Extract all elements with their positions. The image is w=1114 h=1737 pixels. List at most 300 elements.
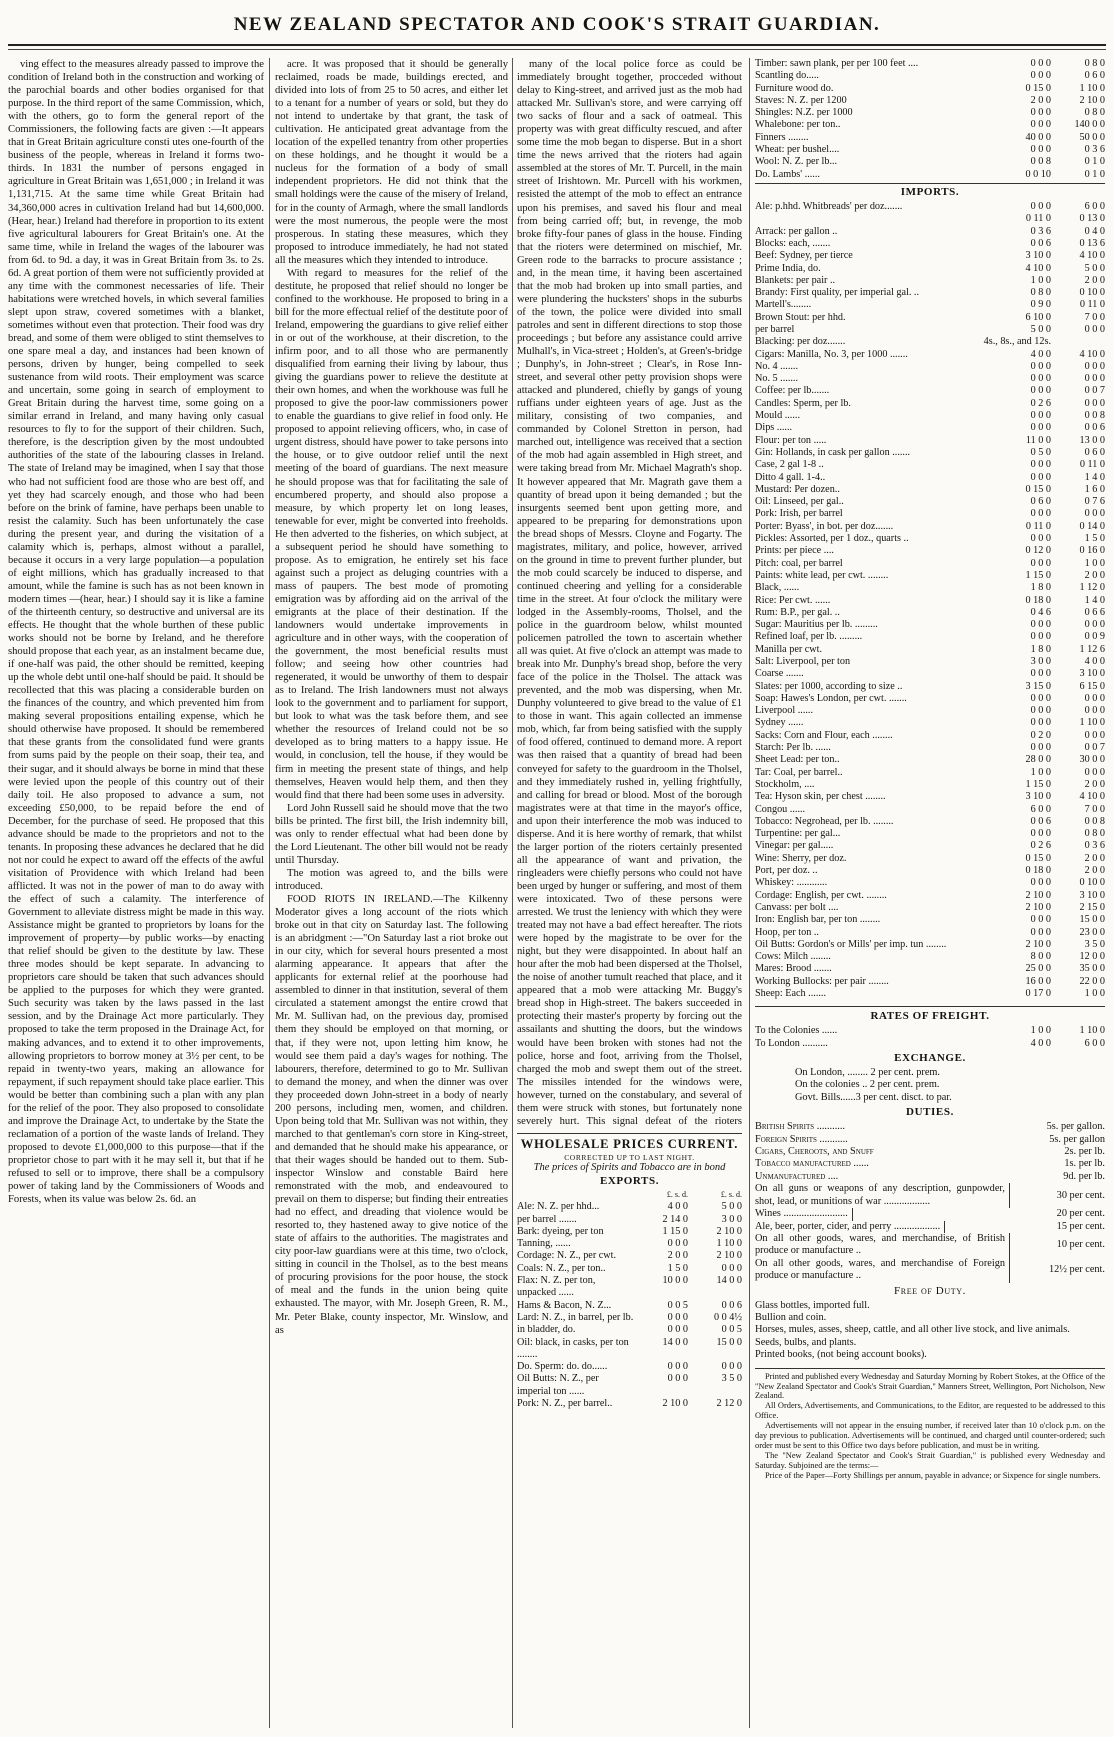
column-3-article — [517, 58, 742, 1128]
price-low: 1 0 0 — [1030, 766, 1051, 778]
duty-rate: 30 per cent. — [1056, 1189, 1105, 1201]
price-low: 1 8 0 — [1030, 582, 1051, 594]
duty-row — [755, 1171, 1105, 1183]
price-high: 0 0 8 — [1084, 410, 1105, 422]
price-low: 14 0 0 — [662, 1336, 688, 1348]
price-low: 4 0 0 — [667, 1201, 688, 1213]
price-item: Cordage: English, per cwt. ........ — [755, 889, 887, 901]
price-item: Brandy: First quality, per imperial gal. .. — [755, 287, 920, 299]
price-row — [755, 156, 1105, 168]
column-divider — [749, 58, 750, 1728]
price-high: 3 5 0 — [721, 1373, 742, 1385]
price-low: 0 15 0 — [1025, 852, 1051, 864]
price-item: Whiskey: ............ — [755, 877, 828, 889]
price-high: 0 6 6 — [1084, 606, 1105, 618]
price-high: 1 10 0 — [1079, 1025, 1105, 1037]
price-high: 0 8 0 — [1084, 107, 1105, 119]
price-high: 0 0 0 — [1084, 619, 1105, 631]
price-row — [517, 1398, 742, 1410]
free-item: Bullion and coin. — [755, 1312, 827, 1323]
price-low: 0 0 0 — [667, 1324, 688, 1336]
price-item: Mould ...... — [755, 410, 800, 422]
price-high: 0 1 0 — [1084, 156, 1105, 168]
price-row — [755, 681, 1105, 693]
price-item: Refined loaf, per lb. ......... — [755, 631, 863, 643]
duty-item: Unmanufactured .... — [755, 1170, 839, 1182]
price-item: Working Bullocks: per pair ........ — [755, 975, 889, 987]
price-low: 0 0 6 — [1030, 815, 1051, 827]
duty-item: Foreign Spirits ........... — [755, 1133, 848, 1145]
price-low: 0 0 0 — [667, 1361, 688, 1373]
price-low: 0 0 0 — [1030, 717, 1051, 729]
article-paragraph: The motion was agreed to, and the bills were introduced. — [275, 867, 508, 892]
price-high: 140 0 0 — [1074, 119, 1105, 131]
price-row — [755, 275, 1105, 287]
price-high: 0 0 0 — [1084, 323, 1105, 335]
column-divider — [269, 58, 270, 1728]
price-row — [755, 656, 1105, 668]
price-low: 0 8 0 — [1030, 287, 1051, 299]
price-low: 0 0 0 — [667, 1238, 688, 1250]
price-low: 0 0 0 — [667, 1311, 688, 1323]
price-row — [755, 70, 1105, 82]
price-high: 0 13 6 — [1079, 237, 1105, 249]
price-low: 0 12 0 — [1025, 545, 1051, 557]
price-low: 2 0 0 — [1030, 94, 1051, 106]
price-low: 0 4 6 — [1030, 606, 1051, 618]
price-row — [755, 644, 1105, 656]
price-row — [755, 705, 1105, 717]
wholesale-prices-block — [517, 1133, 742, 1729]
price-item: Ale: p.hhd. Whitbreads' per doz....... — [755, 201, 903, 213]
price-item: Vinegar: per gal..... — [755, 840, 834, 852]
column-2-article — [275, 58, 508, 1728]
duty-rate: 20 per cent. — [1056, 1208, 1105, 1220]
price-row — [755, 95, 1105, 107]
price-high: 7 0 0 — [1084, 803, 1105, 815]
masthead-rule-thin — [8, 49, 1106, 50]
price-high: 0 0 0 — [1084, 766, 1105, 778]
price-row — [755, 533, 1105, 545]
price-low: 0 0 8 — [1030, 156, 1051, 168]
price-high: 15 0 0 — [1079, 914, 1105, 926]
prices-note: The prices of Spirits and Tobacco are in bond — [533, 1162, 726, 1173]
article-paragraph: Lord John Russell said he should move that the two bills be printed. The first bill, the Irish indemnity bill, was only to render effectual what had been done by the Lord Lieutenant. The other bill would not be ready until Thursday. — [275, 802, 508, 866]
price-item: Bark: dyeing, per ton — [517, 1225, 604, 1237]
price-row — [755, 631, 1105, 643]
price-high: 0 0 0 — [1084, 360, 1105, 372]
price-high: 23 0 0 — [1079, 926, 1105, 938]
prices-heading: WHOLESALE PRICES CURRENT. — [517, 1133, 742, 1152]
price-low: 25 0 0 — [1025, 963, 1051, 975]
price-row — [755, 144, 1105, 156]
price-low: 0 0 0 — [1030, 107, 1051, 119]
price-item: Blacking: per doz....... — [755, 336, 846, 348]
price-low: 0 0 10 — [1025, 168, 1051, 180]
price-row — [755, 865, 1105, 877]
price-row — [755, 828, 1105, 840]
price-high: 1 10 0 — [716, 1238, 742, 1250]
price-high: 0 0 8 — [1084, 815, 1105, 827]
price-high: 1 4 0 — [1084, 471, 1105, 483]
duties-title: DUTIES. — [906, 1106, 954, 1119]
price-item: Salt: Liverpool, per ton — [755, 656, 851, 667]
price-low: 0 6 0 — [1030, 496, 1051, 508]
price-item: Manilla per cwt. — [755, 643, 823, 655]
price-row — [755, 299, 1105, 311]
duty-rate: 5s. per gallon — [1049, 1133, 1105, 1145]
column-divider — [512, 58, 513, 1728]
price-row — [755, 373, 1105, 385]
price-row — [755, 570, 1105, 582]
price-item: Coals: N. Z., per ton.. — [517, 1262, 606, 1274]
price-low: 0 11 0 — [1025, 520, 1051, 532]
price-row — [755, 472, 1105, 484]
price-high: 0 0 0 — [721, 1262, 742, 1274]
price-item: per barrel ....... — [517, 1213, 577, 1225]
price-high: 0 0 5 — [721, 1324, 742, 1336]
price-item: Scantling do..... — [755, 70, 819, 82]
price-row — [517, 1201, 742, 1213]
price-row — [755, 558, 1105, 570]
price-high: 0 3 6 — [1084, 840, 1105, 852]
price-high: 2 10 0 — [1079, 94, 1105, 106]
price-item: Tar: Coal, per barrel.. — [755, 766, 843, 778]
price-row — [755, 877, 1105, 889]
price-high: 0 0 0 — [1084, 705, 1105, 717]
article-paragraph: FOOD RIOTS IN IRELAND.—The Kilkenny Moderator gives a long account of the riots which broke out in that city on Saturday last. The following is an abridgment :—"On Saturday last a riot broke out in our city, which for several hours presented a most alarming appearance. It appears that after the applicants for external relief at the poorhouse had assembled to dinner in that institution, several of them circulated a statement amongst the entire crowd that Mr. M. Sullivan had, on the previous day, promised them they should be employed on that morning, or that, if they were not, upon letting him know, he would see them paid a day's wages for nothing. The labourers, therefore, determined to go to Mr. Sullivan to demand the money, and when the dinner was over they proceeded down John-street in a body of nearly 200 persons, including men, women, and children. Upon being told that Mr. Sullivan was not within, they marched to that gentleman's corn store in King-street, and demanded that he should make his appearance, or that their wages should be handed out to them. Sub-inspector Winslow and constable Baird here remonstrated with the mob, and endeavoured to prevail on them to disperse; but finding their entreaties had no effect, and dreading that violence would be resorted to, they hastened away to give notice of the state of affairs to the authorities. The magistrates and city poor-law guardians were at this time, two o'clock, sitting in council in the Tholsel, as to the best means of procuring provisions for the poor house, the stock of meal and the funds in the union being quite exhausted. The mayor, with Mr. Joseph Green, R. M., Mr. Peter Blake, county inspector, Mr. Winslow, and as — [275, 894, 508, 1336]
exchange-line: Govt. Bills......3 per cent. disct. to par. — [795, 1091, 952, 1103]
price-row — [755, 988, 1105, 1000]
price-low: 0 0 0 — [1030, 619, 1051, 631]
price-high: 15 0 0 — [716, 1336, 742, 1348]
duty-item: On all other goods, wares, and merchandise, of British produce or manufacture .. — [755, 1233, 1010, 1258]
price-high: 0 0 4½ — [713, 1311, 742, 1323]
duty-rate: 1s. per lb. — [1064, 1158, 1105, 1170]
price-low: 0 0 0 — [1030, 360, 1051, 372]
price-high: 2 0 0 — [1084, 865, 1105, 877]
price-item: Starch: Per lb. ...... — [755, 742, 831, 754]
price-row — [755, 119, 1105, 131]
price-low: 0 15 0 — [1025, 483, 1051, 495]
price-row — [755, 816, 1105, 828]
price-row — [755, 435, 1105, 447]
price-high: 50 0 0 — [1079, 131, 1105, 143]
price-row — [517, 1250, 742, 1262]
price-low: 0 0 0 — [1030, 70, 1051, 82]
price-row — [755, 226, 1105, 238]
price-row — [517, 1373, 742, 1398]
price-low: 4 0 0 — [1030, 1037, 1051, 1049]
price-row — [755, 1025, 1105, 1037]
price-high: 1 12 0 — [1079, 582, 1105, 594]
price-row — [755, 324, 1105, 336]
price-item — [755, 213, 984, 225]
price-high: 0 0 0 — [1084, 729, 1105, 741]
price-item: Ale: N. Z. per hhd... — [517, 1201, 600, 1213]
price-item: Blankets: per pair .. — [755, 274, 836, 286]
price-high: 2 15 0 — [1079, 901, 1105, 913]
price-low: 1 15 0 — [1025, 569, 1051, 581]
price-low: 0 0 0 — [1030, 914, 1051, 926]
price-row — [755, 508, 1105, 520]
price-high: 1 12 6 — [1079, 643, 1105, 655]
price-row — [755, 840, 1105, 852]
price-low: 0 0 0 — [1030, 631, 1051, 643]
free-item: Glass bottles, imported full. — [755, 1299, 870, 1311]
price-high: 4 10 0 — [1079, 791, 1105, 803]
price-high: 6 0 0 — [1084, 1037, 1105, 1049]
price-high: 0 8 0 — [1084, 828, 1105, 840]
price-high: 0 6 0 — [1084, 446, 1105, 458]
price-item: Congou ...... — [755, 803, 806, 815]
price-low: 6 0 0 — [1030, 803, 1051, 815]
price-item: Mustard: Per dozen.. — [755, 483, 840, 495]
price-item: Blocks: each, ....... — [755, 237, 831, 249]
price-item: Turpentine: per gal... — [755, 828, 841, 840]
price-high: 2 10 0 — [716, 1250, 742, 1262]
price-high: 22 0 0 — [1079, 975, 1105, 987]
price-row — [755, 582, 1105, 594]
price-low: 1 8 0 — [1030, 643, 1051, 655]
price-item: Flour: per ton ..... — [755, 434, 827, 446]
price-low: 2 10 0 — [1025, 901, 1051, 913]
price-row — [755, 890, 1105, 902]
duty-rate: 9d. per lb. — [1063, 1170, 1105, 1182]
price-item: Oil Butts: N. Z., per imperial ton ...... — [517, 1373, 599, 1397]
price-low: 2 10 0 — [1025, 938, 1051, 950]
duty-item: On all guns or weapons of any description, gunpowder, shot, lead, or munitions of war .................. — [755, 1183, 1010, 1208]
price-item: Oil Butts: Gordon's or Mills' per imp. tun ........ — [755, 938, 947, 950]
price-low: 28 0 0 — [1025, 754, 1051, 766]
price-high: 3 5 0 — [1084, 938, 1105, 950]
exports-cont-table — [755, 58, 1105, 181]
duty-item: On all other goods, wares, and merchandise of Foreign produce or manufacture .. — [755, 1258, 1010, 1283]
price-low: 4 10 0 — [1025, 262, 1051, 274]
price-low: 0 0 0 — [1030, 144, 1051, 156]
price-row — [517, 1312, 742, 1324]
price-item: Paints: white lead, per cwt. ........ — [755, 569, 889, 581]
price-high: 0 14 0 — [1079, 520, 1105, 532]
price-item: Rum: B.P., per gal. .. — [755, 606, 840, 618]
price-row — [517, 1300, 742, 1312]
price-low: 2 0 0 — [667, 1250, 688, 1262]
duty-row — [755, 1158, 1105, 1170]
duty-item: Tobacco manufactured ...... — [755, 1158, 869, 1170]
price-item: Sugar: Mauritius per lb. ......... — [755, 619, 878, 631]
price-low: 2 10 0 — [1025, 889, 1051, 901]
price-item: Porter: Byass', in bot. per doz....... — [755, 520, 894, 532]
price-low: 1 0 0 — [1030, 274, 1051, 286]
price-row — [755, 201, 1105, 213]
price-item: Pitch: coal, per barrel — [755, 557, 843, 569]
price-low: 0 17 0 — [1025, 988, 1051, 1000]
price-item: Oil: black, in casks, per ton ........ — [517, 1336, 629, 1360]
price-low: 10 0 0 — [662, 1275, 688, 1287]
price-item: Finners ........ — [755, 131, 809, 143]
price-high: 0 11 0 — [1079, 459, 1105, 471]
price-high: 0 0 0 — [721, 1361, 742, 1373]
price-row — [755, 853, 1105, 865]
price-high: 2 0 0 — [1084, 852, 1105, 864]
freight-table — [755, 1025, 1105, 1050]
price-low: 0 0 0 — [1030, 692, 1051, 704]
price-low: 0 0 0 — [1030, 471, 1051, 483]
price-row — [755, 951, 1105, 963]
price-high: 2 0 0 — [1084, 778, 1105, 790]
duty-row — [755, 1233, 1105, 1258]
price-low: 0 0 0 — [1030, 742, 1051, 754]
price-item: Coffee: per lb....... — [755, 385, 830, 397]
price-row — [755, 754, 1105, 766]
column-1-article — [8, 58, 264, 1728]
price-row — [755, 263, 1105, 275]
price-high: 0 4 0 — [1084, 225, 1105, 237]
price-row — [755, 312, 1105, 324]
price-high: 0 0 0 — [1084, 508, 1105, 520]
price-low: 0 0 5 — [667, 1299, 688, 1311]
price-row — [755, 963, 1105, 975]
price-low: 8 0 0 — [1030, 951, 1051, 963]
duty-row — [755, 1221, 1105, 1233]
price-row — [517, 1226, 742, 1238]
free-title: Free of Duty. — [894, 1284, 966, 1297]
exchange-title: EXCHANGE. — [894, 1051, 966, 1064]
price-high: 1 10 0 — [1079, 717, 1105, 729]
price-row — [517, 1238, 742, 1250]
duty-item: British Spirits ........... — [755, 1121, 846, 1133]
price-item: Sydney ...... — [755, 717, 804, 729]
price-high: 4 0 0 — [1084, 656, 1105, 667]
price-low: 0 0 0 — [1030, 410, 1051, 422]
price-item: Brown Stout: per hhd. — [755, 311, 846, 323]
price-item: Case, 2 gal 1-8 .. — [755, 459, 824, 471]
price-low: 0 0 0 — [1030, 58, 1051, 69]
price-row — [755, 767, 1105, 779]
price-row — [517, 1361, 742, 1373]
price-item: Lard: N. Z., in barrel, per lb. — [517, 1311, 634, 1323]
masthead-rule — [8, 44, 1106, 46]
exports-title: EXPORTS. — [599, 1175, 660, 1187]
price-low: 0 0 0 — [1030, 533, 1051, 545]
price-low: 3 0 0 — [1030, 656, 1051, 667]
price-high: 4 10 0 — [1079, 250, 1105, 262]
price-high: 3 10 0 — [1079, 889, 1105, 901]
price-item: Iron: English bar, per ton ........ — [755, 914, 881, 926]
price-row — [755, 791, 1105, 803]
price-high: 1 10 0 — [1079, 82, 1105, 94]
price-item: Tea: Hyson skin, per chest ........ — [755, 791, 886, 803]
price-row — [755, 361, 1105, 373]
price-row — [755, 693, 1105, 705]
duty-row — [755, 1183, 1105, 1208]
price-low: 0 18 0 — [1025, 594, 1051, 606]
price-row — [755, 238, 1105, 250]
price-item: Hoop, per ton .. — [755, 926, 819, 938]
price-high: 5 0 0 — [721, 1201, 742, 1213]
price-low: 6 10 0 — [1025, 311, 1051, 323]
free-item: Printed books, (not being account books). — [755, 1349, 927, 1361]
price-row — [755, 902, 1105, 914]
price-high: 6 15 0 — [1079, 680, 1105, 692]
price-item: Cordage: N. Z., per cwt. — [517, 1250, 617, 1262]
price-item: Do. Sperm: do. do...... — [517, 1361, 608, 1373]
duty-row — [755, 1146, 1105, 1158]
price-item: Gin: Hollands, in cask per gallon ....... — [755, 446, 911, 458]
price-item: Sacks: Corn and Flour, each ........ — [755, 729, 893, 741]
price-item: Arrack: per gallon .. — [755, 225, 838, 237]
duty-row — [755, 1121, 1105, 1133]
masthead: NEW ZEALAND SPECTATOR AND COOK'S STRAIT GUARDIAN. — [233, 14, 881, 35]
price-item: Port, per doz. .. — [755, 865, 818, 877]
price-item: Black, ...... — [755, 582, 800, 594]
prices-corrected: CORRECTED UP TO LAST NIGHT. — [564, 1153, 695, 1162]
price-low: 4 0 0 — [1030, 348, 1051, 360]
price-low: 0 9 0 — [1030, 299, 1051, 311]
price-low: 0 2 6 — [1030, 840, 1051, 852]
price-high: 35 0 0 — [1079, 963, 1105, 975]
duty-row — [755, 1208, 1105, 1220]
price-item: Canvass: per bolt .... — [755, 901, 839, 913]
price-item: Sheet Lead: per ton.. — [755, 754, 840, 766]
duty-item: Ale, beer, porter, cider, and perry .................. — [755, 1221, 945, 1233]
duties-list — [755, 1121, 1105, 1183]
exchange-line: On London, ........ 2 per cent. prem. — [795, 1067, 940, 1078]
price-high: 0 3 6 — [1084, 144, 1105, 156]
price-item: Staves: N. Z. per 1200 — [755, 94, 847, 106]
divider — [755, 1006, 1105, 1007]
price-row — [755, 169, 1105, 181]
price-item: Coarse ....... — [755, 668, 804, 680]
price-high: 0 10 0 — [1079, 287, 1105, 299]
free-item: Seeds, bulbs, and plants. — [755, 1336, 857, 1348]
price-row — [755, 213, 1105, 225]
price-low: 1 15 0 — [1025, 778, 1051, 790]
price-row — [755, 742, 1105, 754]
price-high: 2 0 0 — [1084, 569, 1105, 581]
price-low: 0 0 0 — [1030, 119, 1051, 131]
price-row — [517, 1337, 742, 1362]
price-high: 1 5 0 — [1084, 533, 1105, 545]
price-row — [517, 1324, 742, 1336]
price-item: Tobacco: Negrohead, per lb. ........ — [755, 815, 894, 827]
price-low: 0 0 0 — [1030, 385, 1051, 397]
price-low: 0 5 0 — [1030, 446, 1051, 458]
price-high: 2 10 0 — [716, 1225, 742, 1237]
price-item: Slates: per 1000, according to size .. — [755, 680, 903, 692]
imprint — [755, 1372, 1105, 1481]
price-item: No. 5 ....... — [755, 373, 799, 385]
price-row — [755, 939, 1105, 951]
price-high: 0 0 0 — [1084, 373, 1105, 385]
price-item: Do. Lambs' ...... — [755, 168, 820, 180]
price-high: 7 0 0 — [1084, 311, 1105, 323]
price-row — [755, 398, 1105, 410]
price-row — [755, 484, 1105, 496]
imprint-paragraph: Printed and published every Wednesday and Saturday Morning by Robert Stokes, at the Office of the "New Zealand Spectator and Cook's Strait Guardian," Manners Street, Wellington, Port Nicholson, New Zealand. — [755, 1371, 1105, 1401]
article-paragraph: ving effect to the measures already passed to improve the condition of Ireland both in the construction and working of the parochial boards and other bodies organised for that purpose. In the third report of the same Commission, which, with the others, go to form the general report of the Commissioners, the following facts are given :—It appears that in Great Britain agriculture consti utes one-fourth of the business of the people, whereas in Ireland it forms two-thirds. In 1831 the number of persons engaged in agriculture in Great Britain was 1,651,000 ; in Ireland it was 1,131,715. At the same time while Great Britain had 34,360,000 acres in cultivation Ireland had but 14,600,000. (Hear, hear.) Ireland had therefore in proportion to its extent five agricultural labourers for Great Britain's one. At the same time, while in Ireland the wages of the labourer was from 6d. to 9d. a day, it was in Great Britain from 3s. to 2s. 6d. A great portion of them were not sufficiently provided at any time with the commonest necessaries of life. Their habitations were wretched hovels, in which several families slept upon straw, covered sometimes with a blanket, sometimes without even that protection. Their food was dry bread, and some of them were obliged to stint themselves to one spare meal a day, and instances had been known of persons, driven by hunger, being compelled to seek sustenance from wild roots. Their employment was scarce and uncertain, some going in search of employment to Great Britain during the harvest time, some going on a similar errand in Ireland, and many having only casual resources to fly to for the support of their children. Such, therefore, is the description given by the most undoubted authorities of the state of the labouring classes in Ireland. The state of Ireland may be imagined, when I say that those who had not sufficient food are those who are best off, and yet they had scarcely enough, and those who had been before on the brink of famine, have perhaps been unable to resist the calamity. Such has been unfortunately the case during the present year, and during the visitation of a calamity which is, perhaps, almost without a parallel, because it occurs in a very large population—a population of eight millions, which has gradually increased to that amount, while the famine is such has as not been known in modern times —(hear, hear.) I should say it is like a famine of the thirteenth century, so destructive and universal are its effects. He thought that the whole burthen of these public works should not be borne by Ireland, and he therefore should propose that each year, as an instalment became due, if one-half was paid, the other should be remitted, keeping up the whole debt until one-half should be paid. It should be recollected that this was placing a considerable burden on the finances of the country, and which prevented him from making several propositions entailing expense, which he should otherwise have proposed. It should be remembered that these grants from the consolidated fund were grants from sums paid by the people on their soap, their tea, and their sugar, and it should always be borne in mind that these were levied upon the people of this country out of their daily toil. He also proposed to advance a sum, not exceeding £50,000, to be repaid before the end of December, for the purchase of seed. He proposed that this advance should be made to the proprietors and not to the tenants. In proposing these advances he declared that he did not nor could he expect to award off the effects of the awful visitation of Providence with which Ireland had been afflicted. It was not in the power of man to do away with the effect of such a calamity. The interference of Government to alleviate distress might be made in this way. Assistance might be granted to proprietors by loans for the improvement of property—by public works—by enacting that relief should be given to the destitute by law. These three modes should be kept separate. In advancing to proprietors care should be taken that such advances should be applied to the purposes for which they were granted. Such security was taken by the laws passed in the last session, and by the Drainage Act more particularly. They proposed to take the term proposed in the Drainage Act, for making advances, and to extend it to other improvements, allowing proprietors to borrow money at 3½ per cent, to be repaid in twenty-two years, making an allowance for repayment, if such repayment should take place earlier. This would be better than combining such a plan with any plan for the relief of the poor. They also proposed to consolidate and improve the Drainage Act, to undertake by the State the reclamation of a portion of the waste lands of Ireland. They proposed to devote £1,000,000 to this purpose—that if the proprietor chose to part with it he may sell it, but that if he refused to sell or to improve, there shall be a compulsory power of taking land by the Commissioners of Woods and Forests, when its value was below 2s. 6d. an — [8, 59, 264, 1206]
price-row — [755, 976, 1105, 988]
price-high: 12 0 0 — [1079, 951, 1105, 963]
duty-item: Cigars, Cheroots, and Snuff — [755, 1146, 874, 1158]
price-row — [755, 545, 1105, 557]
price-high: 5 0 0 — [1084, 262, 1105, 274]
imports-title: IMPORTS. — [755, 183, 1105, 199]
price-row — [755, 107, 1105, 119]
price-item: Timber: sawn plank, per per 100 feet .... — [755, 58, 919, 69]
duty-rate: 2s. per lb. — [1064, 1146, 1105, 1158]
exchange-list — [755, 1067, 1105, 1104]
